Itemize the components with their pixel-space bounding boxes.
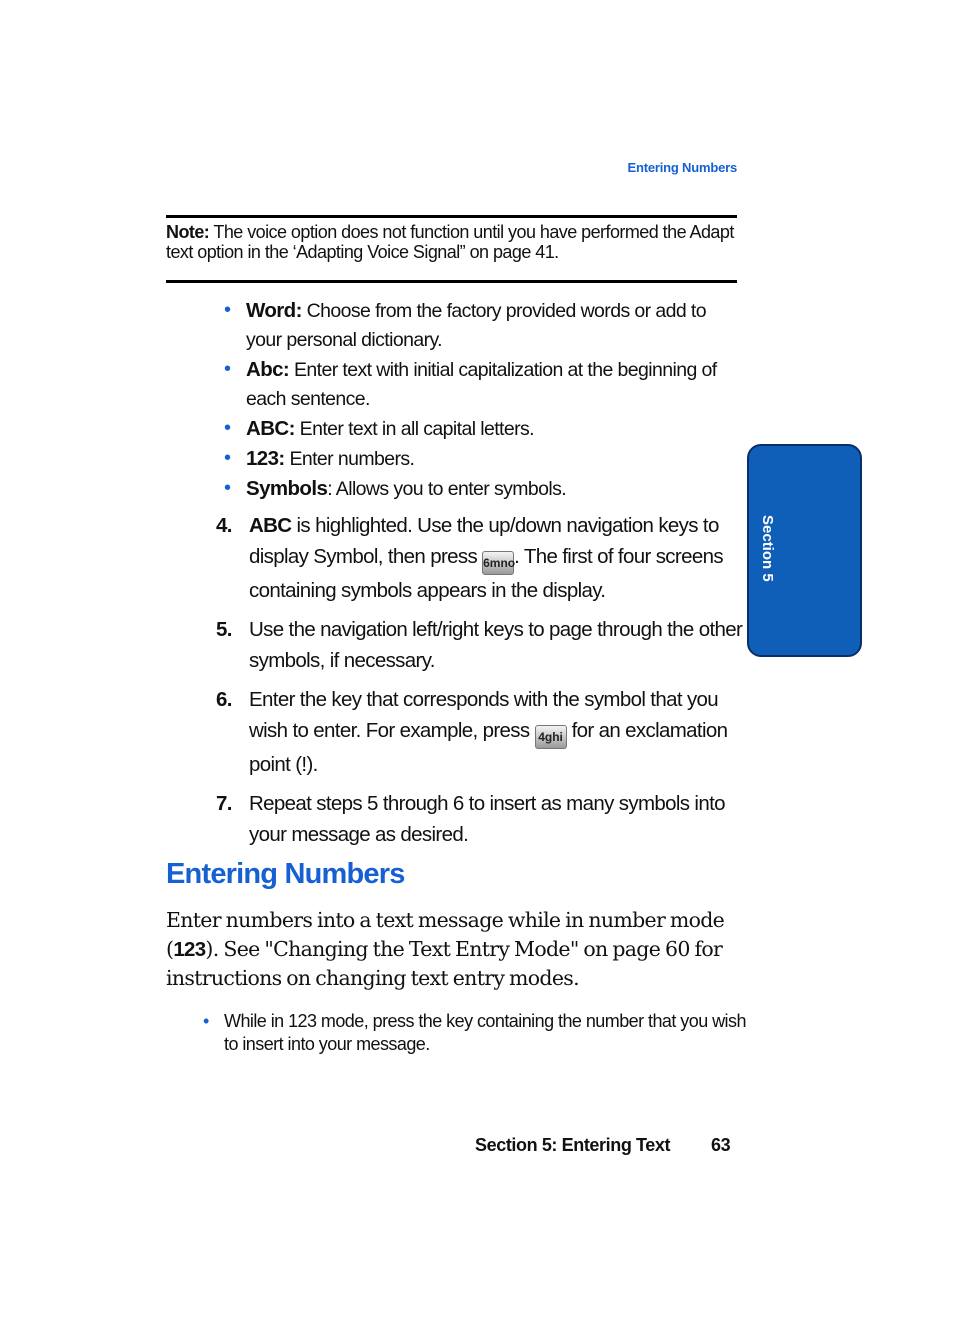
bottom-rule xyxy=(166,280,737,283)
mode-term: Abc: xyxy=(246,358,290,381)
step-number: 7. xyxy=(216,792,232,815)
note-label: Note: xyxy=(166,222,210,242)
section-body xyxy=(166,906,741,993)
list-item xyxy=(224,296,744,355)
bullet-icon: • xyxy=(224,447,231,469)
step-text: is highlighted. Use the up/down navigation keys to display Symbol, then press xyxy=(249,514,719,568)
step-number: 5. xyxy=(216,618,232,641)
list-item xyxy=(203,1010,754,1056)
note-text: The voice option does not function until you have performed the Adapt text option in the ‘Adapting Voice Signal” on page 41. xyxy=(166,222,734,262)
list-item xyxy=(224,414,744,444)
step-text: . The first of four screens containing symbols appears in the display. xyxy=(249,545,723,602)
body-text: Enter numbers into a text message while in number mode ( xyxy=(166,908,725,961)
section-tab-label: Section 5 xyxy=(759,515,776,582)
mode-term: Symbols xyxy=(246,477,328,500)
step-item xyxy=(216,684,746,780)
list-item xyxy=(224,444,744,474)
running-header: Entering Numbers xyxy=(627,160,737,175)
step-text: for an exclamation point (!). xyxy=(249,719,728,776)
list-item xyxy=(224,474,744,504)
footer-chapter: Section 5: Entering Text xyxy=(475,1135,671,1155)
key-4-icon: 4ghi xyxy=(535,725,567,749)
key-6-icon: 6mno xyxy=(482,551,514,575)
body-bold: 123 xyxy=(173,938,206,961)
step-item xyxy=(216,614,746,676)
bullet-icon: • xyxy=(224,417,231,439)
footer-page-number: 63 xyxy=(711,1135,731,1155)
step-keyword: ABC xyxy=(249,514,292,537)
mode-term: Word: xyxy=(246,299,302,322)
mode-description: Enter text in all capital letters. xyxy=(294,418,534,440)
note-box xyxy=(166,222,737,262)
step-list xyxy=(216,510,746,858)
bullet-icon: • xyxy=(203,1011,209,1031)
bullet-text: While in 123 mode, press the key containing the number that you wish to insert into your message. xyxy=(224,1011,746,1054)
mode-list xyxy=(224,296,744,504)
step-text: Repeat steps 5 through 6 to insert as many symbols into your message as desired. xyxy=(249,792,725,846)
top-rule xyxy=(166,215,737,218)
step-item xyxy=(216,510,746,606)
body-text: ). See "Changing the Text Entry Mode" on page 60 for instructions on changing text entry modes. xyxy=(166,937,723,990)
mode-description: Enter text with initial capitalization at the beginning of each sentence. xyxy=(246,359,717,410)
step-number: 6. xyxy=(216,688,232,711)
mode-description: Choose from the factory provided words or add to your personal dictionary. xyxy=(246,300,706,351)
bullet-icon: • xyxy=(224,358,231,380)
list-item xyxy=(224,355,744,414)
bullet-icon: • xyxy=(224,477,231,499)
mode-description: : Allows you to enter symbols. xyxy=(327,478,567,500)
step-text: Enter the key that corresponds with the symbol that you wish to enter. For example, press xyxy=(249,688,719,742)
step-text: Use the navigation left/right keys to page through the other symbols, if necessary. xyxy=(249,618,743,672)
section-heading: Entering Numbers xyxy=(166,858,405,890)
mode-term: 123: xyxy=(246,447,285,470)
step-item xyxy=(216,788,746,850)
mode-description: Enter numbers. xyxy=(284,448,415,470)
bullet-icon: • xyxy=(224,299,231,321)
step-number: 4. xyxy=(216,514,232,537)
mode-term: ABC: xyxy=(246,417,295,440)
